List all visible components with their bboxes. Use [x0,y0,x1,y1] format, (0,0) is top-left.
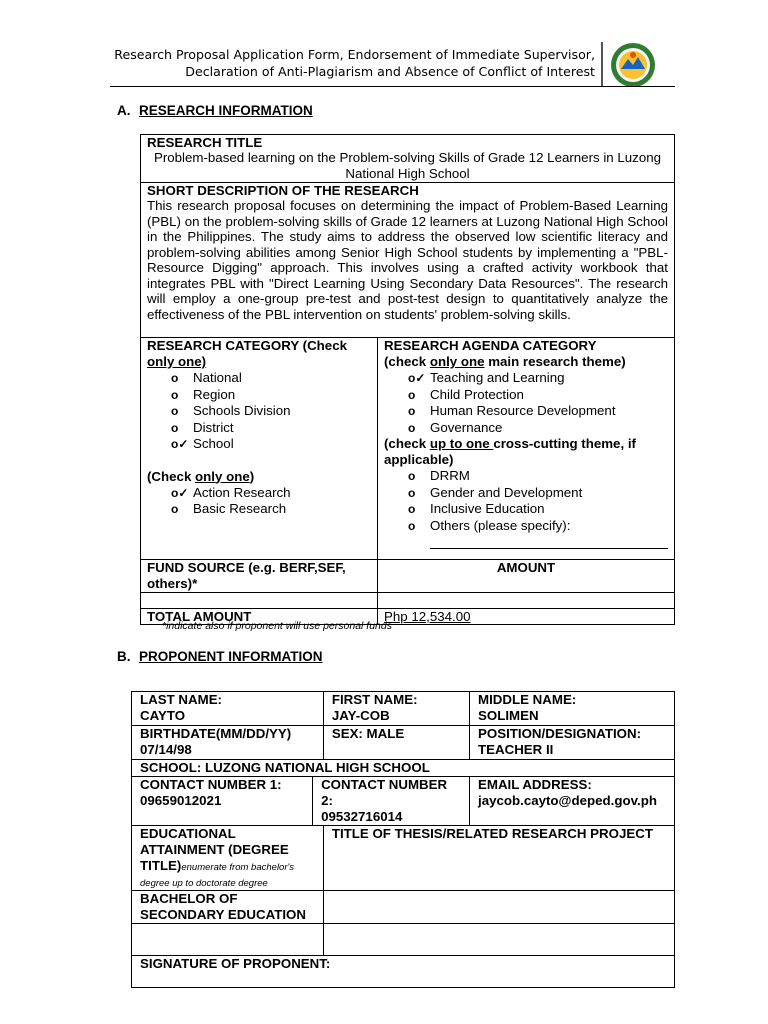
section-b-title: PROPONENT INFORMATION [139,649,323,664]
cross-label-b: up to one [429,436,494,451]
research-agenda-cell [378,338,675,560]
birthdate-label: BIRTHDATE(MM/DD/YY) [140,726,292,741]
deped-seal-icon [610,42,656,88]
position-value: TEACHER II [478,742,554,757]
checkbox-icon: o [408,518,416,533]
total-amount-value[interactable]: Php 12,534.00 [378,609,675,625]
research-type-label [147,469,371,485]
option-label: Governance [430,419,503,435]
checkbox-icon: o [408,404,416,418]
section-a-title: RESEARCH INFORMATION [139,103,313,118]
option-label: District [193,419,234,435]
section-a-heading [117,103,313,118]
category-option-school[interactable] [147,436,371,453]
cross-label-a: (check [384,436,430,451]
short-description-label: SHORT DESCRIPTION OF THE RESEARCH [147,183,419,198]
email-value: jaycob.cayto@deped.gov.ph [478,793,657,808]
option-label: Inclusive Education [430,501,545,516]
cross-label-c: cross-cutting theme, if applicable) [384,436,636,467]
option-label: Gender and Development [430,484,583,500]
option-label: Teaching and Learning [430,370,565,385]
cross-option-gad[interactable] [384,485,668,502]
education-hint: enumerate from bachelor's degree up to doctorate degree [140,862,295,889]
contact-2-value: 09532716014 [321,809,403,824]
research-title-cell [141,135,675,183]
cross-option-others[interactable] [384,518,668,535]
category-option-schools-division[interactable] [147,403,371,420]
option-label: Action Research [193,484,291,500]
research-category-label-b: only one) [147,354,207,369]
degree-1-cell[interactable]: BACHELOR OF SECONDARY EDUCATION [132,891,324,924]
education-label: EDUCATIONAL ATTAINMENT (DEGREE TITLE) [140,826,289,873]
category-option-national[interactable] [147,370,371,387]
fund-source-value[interactable] [141,593,378,609]
agenda-sublabel-a: (check [384,354,430,369]
middle-name-cell[interactable] [470,692,675,726]
fund-amount-value[interactable] [378,593,675,609]
thesis-header-cell: TITLE OF THESIS/RELATED RESEARCH PROJECT [323,826,674,891]
contact-1-value: 09659012021 [140,793,222,808]
amount-label: AMOUNT [378,560,675,593]
header-line-1: Research Proposal Application Form, Endorsement of Immediate Supervisor, [114,47,595,62]
others-specify-field[interactable] [430,540,668,549]
first-name-label: FIRST NAME: [331,692,418,707]
research-information-table [140,134,675,625]
last-name-label: LAST NAME: [140,692,222,707]
research-type-label-c: ) [249,468,255,484]
category-option-region[interactable] [147,387,371,404]
school-cell[interactable]: SCHOOL: LUZONG NATIONAL HIGH SCHOOL [132,760,675,777]
thesis-1-cell[interactable] [323,891,674,924]
short-description-value[interactable]: This research proposal focuses on determining the impact of Problem-Based Learning (PBL) on the problem-solving skills of Grade 12 learners at Luzong National High School in the Philippines. The study aims to address the observed low scientific literacy and problem-solving abilities among Senior High School students by implementing a "PBL-Resource Digging" approach. This involves using a crafted activity workbook that integrates PBL with "Direct Learning Using Secondary Data Resources". The research will employ a one-group pre-test and post-test design to quantitatively analyze the effectiveness of the PBL intervention on students' problem-solving skills. [147,198,668,322]
cross-option-inclusive-education[interactable] [384,501,668,518]
middle-name-value: SOLIMEN [478,708,539,723]
agenda-option-child-protection[interactable] [384,387,668,404]
birthdate-value: 07/14/98 [140,742,192,757]
contact-2-label: CONTACT NUMBER 2: [321,777,448,808]
research-category-cell [141,338,378,560]
checkbox-icon: o [408,469,416,483]
agenda-sublabel-b: only one [429,354,485,369]
first-name-value: JAY-COB [331,708,390,723]
section-b-letter: B. [117,649,131,664]
header-line-2: Declaration of Anti-Plagiarism and Absence of Conflict of Interest [185,64,595,79]
sex-cell[interactable]: SEX: MALE [323,726,469,760]
position-label: POSITION/DESIGNATION: [478,726,642,741]
checkbox-icon: o [171,420,179,435]
option-label: Others (please specify): [430,517,571,533]
last-name-value: CAYTO [140,708,186,723]
form-header [114,46,595,80]
research-category-label-a: RESEARCH CATEGORY (Check [147,338,347,353]
option-label: Human Resource Development [430,403,616,418]
checkbox-icon: o [408,485,416,500]
option-label: Schools Division [193,403,291,418]
cross-cutting-label [384,436,668,468]
header-rule [110,86,675,87]
contact-1-label: CONTACT NUMBER 1: [140,777,282,792]
option-label: DRRM [430,468,470,483]
option-label: Basic Research [193,501,287,516]
degree-2-cell[interactable] [132,924,324,956]
agenda-option-hr-development[interactable] [384,403,668,420]
category-option-district[interactable] [147,420,371,437]
contact-1-cell[interactable] [132,777,313,826]
agenda-option-governance[interactable] [384,420,668,437]
fund-note: *indicate also if proponent will use personal funds [162,620,392,632]
checked-checkbox-icon: o✓ [171,485,189,500]
checked-checkbox-icon: o✓ [171,437,189,451]
total-amount-label: TOTAL AMOUNT [141,609,378,625]
checkbox-icon: o [171,502,179,516]
research-type-label-b: only one [195,468,250,484]
research-title-value[interactable]: Problem-based learning on the Problem-solving Skills of Grade 12 Learners in Luzong National High School [153,150,662,181]
thesis-2-cell[interactable] [323,924,674,956]
proponent-information-table [131,691,675,988]
last-name-cell[interactable] [132,692,324,726]
checkbox-icon: o [408,420,416,435]
education-header-cell [132,826,324,891]
email-cell[interactable] [470,777,675,826]
contact-2-cell[interactable] [313,777,470,826]
signature-cell[interactable]: SIGNATURE OF PROPONENT: [132,956,675,988]
middle-name-label: MIDDLE NAME: [478,692,577,707]
type-option-action-research[interactable] [147,485,371,502]
option-label: National [193,370,242,385]
checked-checkbox-icon: o✓ [408,371,426,385]
section-b-heading [117,649,323,664]
checkbox-icon: o [171,404,179,418]
email-label: EMAIL ADDRESS: [478,777,592,792]
option-label: Region [193,386,236,402]
position-cell[interactable] [470,726,675,760]
research-title-label: RESEARCH TITLE [147,135,263,150]
header-divider [601,42,603,86]
option-label: School [193,436,234,451]
agenda-option-teaching-learning[interactable] [384,370,668,387]
birthdate-cell[interactable] [132,726,324,760]
checkbox-icon: o [408,387,416,402]
fund-source-label: FUND SOURCE (e.g. BERF,SEF, others)* [141,560,378,593]
checkbox-icon: o [171,387,179,402]
cross-option-drrm[interactable] [384,468,668,485]
type-option-basic-research[interactable] [147,501,371,518]
short-description-cell [141,183,675,338]
research-agenda-label: RESEARCH AGENDA CATEGORY [384,338,597,353]
research-type-label-a: (Check [147,468,196,484]
first-name-cell[interactable] [323,692,469,726]
section-a-letter: A. [117,103,131,118]
research-category-label [147,338,371,370]
option-label: Child Protection [430,386,524,402]
agenda-sublabel-c: main research theme) [484,354,626,369]
research-agenda-sublabel [384,354,668,370]
checkbox-icon: o [408,502,416,516]
checkbox-icon: o [171,371,179,385]
